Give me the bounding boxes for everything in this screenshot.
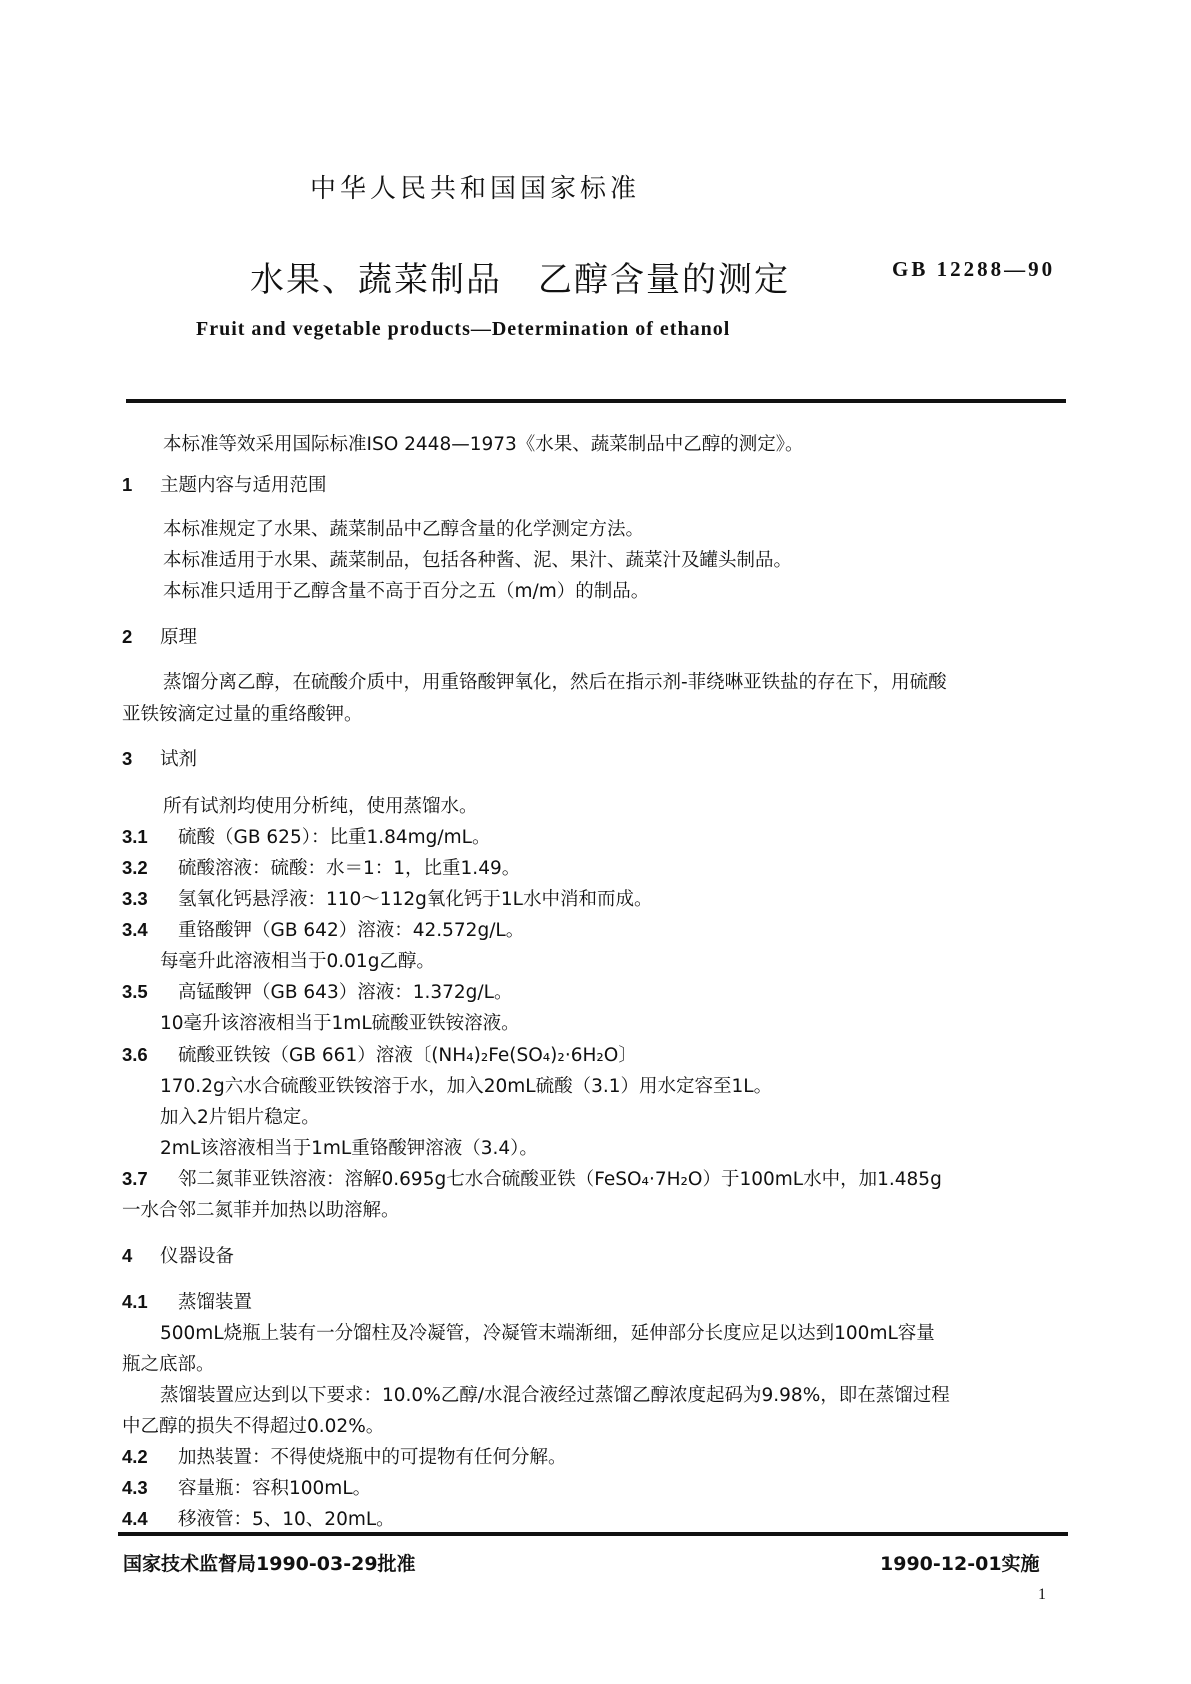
item-text: 邻二氮菲亚铁溶液：溶解0.695g七水合硫酸亚铁（FeSO₄·7H₂O）于100mL水中，加1.485g: [178, 1169, 942, 1190]
section-number: 1: [122, 474, 133, 495]
section-number: 3: [122, 748, 133, 769]
section-3-intro: 所有试剂均使用分析纯，使用蒸馏水。: [163, 796, 478, 817]
item-text: 移液管：5、10、20mL。: [178, 1509, 395, 1530]
footer-rule: [118, 1532, 1068, 1536]
subsection-paragraph: 蒸馏装置应达到以下要求：10.0%乙醇/水混合液经过蒸馏乙醇浓度起码为9.98%，即在蒸馏过程: [160, 1385, 950, 1406]
item-number: 4.2: [122, 1446, 148, 1467]
list-item-note: 10毫升该溶液相当于1mL硫酸亚铁铵溶液。: [160, 1013, 520, 1034]
list-item: [122, 823, 491, 849]
item-number: 3.2: [122, 857, 148, 878]
item-number: 4.4: [122, 1508, 148, 1529]
item-text: 硫酸（GB 625）：比重1.84mg/mL。: [178, 827, 491, 848]
approval-date: 国家技术监督局1990-03-29批准: [123, 1553, 416, 1575]
section-3-heading: [122, 745, 197, 771]
list-item: [122, 978, 512, 1004]
section-4-heading: [122, 1242, 234, 1268]
list-item: [122, 854, 520, 880]
list-item-note: 170.2g六水合硫酸亚铁铵溶于水，加入20mL硫酸（3.1）用水定容至1L。: [160, 1076, 773, 1097]
document-title-cn: 水果、蔬菜制品 乙醇含量的测定: [250, 260, 790, 300]
section-2-paragraph: 蒸馏分离乙醇，在硫酸介质中，用重铬酸钾氧化，然后在指示剂-菲绕啉亚铁盐的存在下，用硫酸: [163, 672, 947, 693]
section-number: 4: [122, 1245, 133, 1266]
section-title: 仪器设备: [160, 1246, 235, 1267]
list-item-note: 2mL该溶液相当于1mL重铬酸钾溶液（3.4）。: [160, 1138, 538, 1159]
subsection-heading: [122, 1288, 252, 1314]
item-text: 高锰酸钾（GB 643）溶液：1.372g/L。: [178, 982, 513, 1003]
country-standard-heading: 中华人民共和国国家标准: [310, 174, 641, 204]
section-1-paragraph: 本标准规定了水果、蔬菜制品中乙醇含量的化学测定方法。: [163, 519, 645, 540]
standard-number: GB 12288—90: [892, 257, 1056, 281]
item-number: 3.3: [122, 888, 148, 909]
item-text: 重铬酸钾（GB 642）溶液：42.572g/L。: [178, 920, 525, 941]
list-item-note: 每毫升此溶液相当于0.01g乙醇。: [160, 951, 435, 972]
section-title: 主题内容与适用范围: [160, 475, 327, 496]
item-number: 3.7: [122, 1168, 148, 1189]
page-number: 1: [1038, 1586, 1046, 1603]
item-text: 硫酸溶液：硫酸：水＝1：1，比重1.49。: [178, 858, 521, 879]
list-item: [122, 916, 524, 942]
item-number: 3.1: [122, 826, 148, 847]
section-2-heading: [122, 623, 197, 649]
item-number: 4.1: [122, 1291, 148, 1312]
item-text: 容量瓶：容积100mL。: [178, 1478, 372, 1499]
list-item: [122, 1165, 942, 1191]
section-number: 2: [122, 626, 133, 647]
subsection-paragraph: 500mL烧瓶上装有一分馏柱及冷凝管，冷凝管末端渐细，延伸部分长度应足以达到100mL容量: [160, 1323, 935, 1344]
document-title-en: Fruit and vegetable products—Determination of ethanol: [196, 318, 731, 340]
list-item-note: 加入2片铝片稳定。: [160, 1107, 320, 1128]
list-item: [122, 1443, 567, 1469]
header-rule: [126, 399, 1066, 403]
implementation-date: 1990-12-01实施: [880, 1553, 1040, 1575]
item-text: 蒸馏装置: [178, 1292, 253, 1313]
section-1-heading: [122, 471, 327, 497]
item-number: 3.6: [122, 1044, 148, 1065]
section-1-paragraph: 本标准只适用于乙醇含量不高于百分之五（m/m）的制品。: [163, 581, 650, 602]
section-2-paragraph-cont: 亚铁铵滴定过量的重络酸钾。: [122, 704, 363, 725]
item-number: 4.3: [122, 1477, 148, 1498]
item-number: 3.5: [122, 981, 148, 1002]
list-item: [122, 1474, 371, 1500]
item-text: 氢氧化钙悬浮液：110～112g氧化钙于1L水中消和而成。: [178, 889, 653, 910]
item-text: 加热装置：不得使烧瓶中的可提物有任何分解。: [178, 1447, 567, 1468]
list-item-cont: 一水合邻二氮菲并加热以助溶解。: [122, 1200, 400, 1221]
subsection-paragraph-cont: 中乙醇的损失不得超过0.02%。: [122, 1416, 385, 1437]
item-number: 3.4: [122, 919, 148, 940]
list-item: [122, 1505, 395, 1531]
section-1-paragraph: 本标准适用于水果、蔬菜制品，包括各种酱、泥、果汁、蔬菜汁及罐头制品。: [163, 550, 793, 571]
section-title: 试剂: [160, 749, 198, 770]
item-text: 硫酸亚铁铵（GB 661）溶液〔(NH₄)₂Fe(SO₄)₂·6H₂O〕: [178, 1045, 637, 1066]
intro-paragraph: 本标准等效采用国际标准ISO 2448—1973《水果、蔬菜制品中乙醇的测定》。: [163, 434, 804, 455]
list-item: [122, 885, 652, 911]
list-item: [122, 1041, 637, 1067]
subsection-paragraph-cont: 瓶之底部。: [122, 1354, 215, 1375]
section-title: 原理: [160, 627, 198, 648]
